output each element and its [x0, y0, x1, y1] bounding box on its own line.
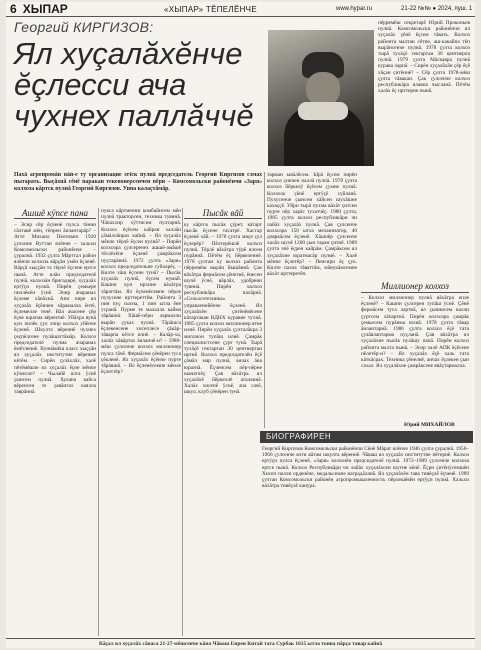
subheading-3-line: [361, 292, 469, 293]
right-top-column: пĕрремĕш секретарĕ Юрий Прокопьев пулнă. Комсомольски районĕнчи ял хуçалăх çĕнĕ ĕçсем тăвать. Колхоз районта малтан сĕтпе, аш-какайпа тĕп вырăнсенче пулнă. 1978 çулта колхоз тырă тухăçĕ гектартан 30 центнерпа пулнă. 1979 çулта Мăскавра пулнă курава ларнă. – Сирĕн хуçалăхăн çĕр ĕçĕ хăçан çитĕннĕ? – Сĕр çулта 1978-мĕш çулта тăвакан. Çак çулсенче колхоз республикăра ялавпа чысланă. Пĕтĕм халăх ĕç ирттерне пынă.: [378, 20, 470, 95]
page-header: [10, 2, 68, 16]
photo-collar: [298, 102, 348, 120]
paper-url[interactable]: www.hypar.ru: [336, 6, 373, 12]
column-4: тарман ывăлĕсем. Ырă ĕçсем пирĕн колхоз çинчен паллă пулнă. 1978 çулта колхоз йĕркелÿ ĕçĕсем çумне пулнă. Колхоза çĕнĕ ертÿçĕ суйланă. Пухусенче çынсем хăйсен шухăшне калаççĕ. Уйри тырă пухма вăхăт çитсен пурте пĕр харăс тухатчĕç. 1980 çулта, 1985 çулта колхоз республикăри чи лайăх хуçалăх пулнă. Çав çулсенче колхозра 150 ытла механизатор, 40 дояркăсем ĕçленĕ. Хăшпĕр çулсенче халăх шучĕ 1200 çын таран çитнĕ. 1989 çулта эпĕ ĕçрен кайрăм. Çамрăксем ял хуçалăхне юратмасăр пулмĕ. – Халĕ мĕнпе ĕçлетĕр? – Пенсири ĕç çук. Килте пахча тăваттăм, мăнукăмсемпе вăхăт ирттеретĕп.: [267, 172, 357, 278]
paper-name: ХЫПАР: [22, 2, 68, 16]
article-signature: Юрий МИХАЙЛОВ: [404, 422, 455, 428]
column-divider-2: [182, 208, 183, 636]
subheading-2: Пысăк вăй: [202, 208, 244, 218]
column-6: – Колхоз миллионер пулнă вăхăтра епле ĕçленĕ? – Кашни çулсерен тупăш ÿснĕ. Çĕнĕ фермăсем туса лартнă, ял çыннисем валли çуртсем хăпартнă. Пирĕн колхозра çамрăк çемьесем пурăнма юлнă. 1978 çулта тăвар ăнлантарнă. 1986 çулта колхоз ĕçĕ тата çулăвлантарма пуçланă. Çав вăхăтра ял хуçалăхне пысăк пулăшу панă. Пирĕн колхоз районта малта пынă. – Эсир халĕ АПК ĕçĕсене пĕлетĕр-и? – Ял хуçалăх ĕçĕ халь тата кăткăсрах. Техника çĕнелнĕ, анчах ĕçлекен çын сахал. Ял хуçалăхне çамрăксене явăçтармалла.: [361, 295, 469, 370]
subheading-3: Миллионер колхоз: [381, 281, 449, 291]
section-title: «ХЫПАР» ТĔПЕЛĔНЧЕ: [164, 5, 257, 14]
masthead: [6, 2, 475, 17]
page-footer-banner: Кăçал ял хуçалăх сăнаса 21-27-мĕшсенче кăна Чăваш Енрен Китай тата Сурбак 1615 ытла тонна пăрçа тавар кайнă: [6, 638, 475, 648]
biography-heading: БИОГРАФИРЕН: [260, 431, 473, 443]
interviewee-name: Георгий КИРГИЗОВ:: [14, 19, 154, 35]
newspaper-page: [6, 2, 475, 648]
column-2: пукса кăртменни комбайнсем мĕн пулнă тракторсен, техника туяннă. Чăпаххир хÿттисем пултарнă. Колхоз ĕçĕсем кайран халлăн çăмăллăнрах кайнă. – Ял хуçалăх мĕнле тĕрлĕ ĕçсен пулнă? – Пирĕн колхозра çулсеренех ашшĕ-амăшĕ тĕслĕхĕпе ĕçленĕ çамрăксем пуçтарăннă. 1972 çулта «Заря» колхоз председательне суйларĕç. – Килте хăш ĕçсене тунă? – Пысăк хуçалăх пулнă, ĕçсем нумай. Кашни кун ирхине вăхăтра тăраттăм. Ял ĕçченĕсемпе пĕрле пухусене ирттереттĕм. Районта 3 пин пуç сысна, 1 пин ытла ĕне усранă. Пурне те малалла кайма тăрăшнă. Хăшĕ-пĕри лармалли вырăн çуках пулнă. Тăрăшса ĕçлекенсене хисеплесе çăкăр-тăварпа кĕтсе илнĕ. – Калăр-ха, халăх хăвăртах ăнланчĕ-и? – 1980-мĕш çулсенче колхоз миллионер пулса тăчĕ. Фермăсем çĕнĕрен туса çĕкленĕ. Ял хуçалăх ĕçĕнче пурте тăрăшнă. – Ял ĕçченĕсемпе мĕнле ĕçлеттĕр?: [101, 208, 181, 376]
column-divider-3: [264, 172, 265, 428]
portrait-photo: [268, 30, 374, 166]
article-headline: Ял хуçалăхĕнче ĕçлесси ача чухнех паллăччĕ: [14, 36, 254, 133]
subheading-1: Ашшĕ кÿпсе пана: [21, 208, 89, 218]
subheading-1-line: [14, 218, 96, 219]
page-number: 6: [10, 2, 17, 16]
column-1: – Эсир сĕр ĕçченĕ пулса тăнин сăлтавĕ мĕн, тĕпрен ăнлантарăр? – Атте Михаил Пеотович 1920 çулхине Вуттан ялĕнче – хальхи Комсомольски районĕнче – çуралнă. 1932 çулта Мăрттал район ялĕнчи колхоза вăрçăн умĕн ĕçленĕ. Вăрçă хыççăн та тĕрлĕ ĕçсене ертсе пынă. Атте ялăн председателĕ пулнă, колхозăн бригадирĕ, хуçалăх ертÿçи пулнă. Пирĕн çемьере пиллĕкĕн ÿснĕ. Эпир ачаранах ĕçлеме хăнăхнă. Апи пире ял хуçалăх ĕçĕнчен хăрамалла ĕнтĕ, ĕçлемелле тенĕ. Вăл ачасене çĕр ĕçне юратма вĕрентнĕ. Уйăхра вунă кун пилĕк çул эпир колхоз уйĕнче ĕçленĕ. Шкулта вĕреннĕ чухнех çеçпĕлсене пулăшаттăмăр. Колхоз председателĕ пулма ачаранах ĕмĕтленнĕ. Вуннăмĕш класс хыççăн ял хуçалăх институтне вĕренме кĕтĕм. – Сирĕн çулăхлăх, халĕ пĕтĕмĕшле ял хуçалăх ĕçне мĕнпе кÿмелле? – Чылайĕ ялта ÿснĕ çынсем пулнă. Хулана кайса вĕренсен те çавăнтах каялла таврăннă.: [14, 222, 96, 396]
photo-face: [306, 72, 340, 106]
issue-date: 21-22 №№ ● 2024, пуш. 1: [401, 6, 473, 12]
column-divider-1: [98, 208, 99, 636]
article-lead: Пахă агропромăн вăй-е ту организацие ertск пулнă председатель Георгий Киргизов сэмах пытарать. Выçăхнă сĕнĕ паракан текевонерсенчен пĕри – Комсомольски районĕнчи «Заря» колхоза кăртск пулнă Георгий Киргизов. Унпа калаçтăмăр.: [14, 172, 262, 192]
column-3: ку кăртск пысăк çÿрет, кăтарт пысăк ĕçсене тасатрĕ. Хастар ĕçленĕ хăй. – 1978 çулта миçе çул ĕçлерĕр? Пĕлтерĕшлĕ колхоз пулнă. Тĕрлĕ вăхăтра тÿрĕ ялсем пурăннă. Пĕтĕм ĕç йĕркеленнĕ. 1978 çултан ку колхоз районта пĕрремĕш вырăн йышăннă. Çак вăхăтра фермăсем çĕнетнĕ, ĕнесен шучĕ ÿснĕ, вăрлăх, удобрени туяннă. Пирĕн колхоз республикăра палăрнă. «Сельхозтехника» управленийĕнче ĕçленĕ. Ял хуçалăхĕн çитĕнĕвĕсене кăтартакан ВДНХ куравне тухнă. 1985 çулта колхоз миллионер ятне илнĕ. Пирĕн хуçалăх çулталăкра 3 миллион тупăш илнĕ. Çамрăк специалистсене çурт тунă. Тырă тухăçĕ гектартан 30 центнертан иртнĕ. Колхоз председателĕн ĕçĕ çăмăл мар пулнă, анчах ăна юратнă. Ĕçченсем пĕр-пĕрне шанатчĕç. Çав вăхăтра ял хуçалăхĕ йĕркеллĕ аталаннă. Халăх хисепĕ ÿснĕ, ача сачĕ, шкул, клуб çĕнĕрен тунă.: [184, 222, 262, 396]
biography-text: Георгий Киргизов Комсомольски районĕнчи Сĕнĕ Мăрат ялĕнче 1946 çулта çуралнă. 1956–1966 çулсенче ялти вăтам шкулта вĕреннĕ. Чăваш ял хуçалăх институтне пĕтернĕ. Колхоз ертÿçи пулса ĕçленĕ, «Заря» колхозĕн председателĕ пулнă. 1972–1989 çулсенче колхоза ертсе пынă. Колхоз Республикăри чи лайăх хуçалăхсен шутне кĕнĕ. Ĕçри çитĕнÿсемшĕн Хисеп палли орденĕпе, медальсемпе наградăланă. Ял хуçалăхĕн тава тивĕçлĕ ĕçченĕ. 1989 çултан Комсомольски районĕн агропромышленность пĕрлешĕвĕн ертÿçи пулнă. Хальхи вăхăтра тивĕçлĕ канура.: [262, 446, 469, 490]
subheading-2-line: [184, 218, 262, 219]
